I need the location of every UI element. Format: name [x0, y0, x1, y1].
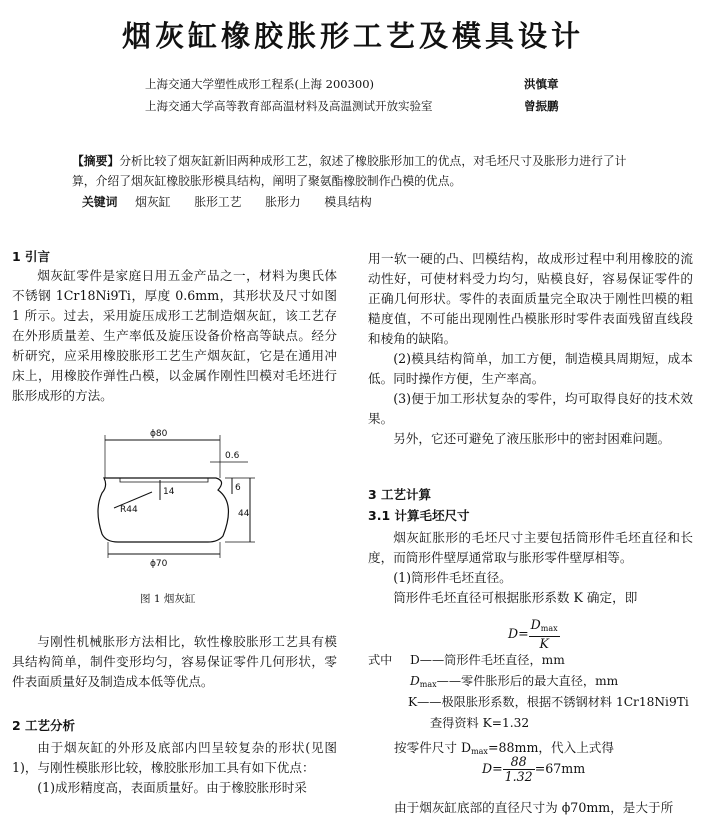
- fraction-denominator: K: [539, 636, 549, 651]
- keyword: 模具结构: [324, 195, 372, 209]
- formula-rhs: =67mm: [534, 761, 586, 776]
- dim-label-radius: R44: [120, 505, 138, 515]
- fraction-numerator: 88: [503, 755, 535, 770]
- keyword: 胀形力: [265, 195, 301, 209]
- abstract-text: 分析比较了烟灰缸新旧两种成形工艺，叙述了橡胶胀形加工的优点，对毛坯尺寸及胀形力进行了计算，介绍了烟灰缸橡胶胀形模具结构，阐明了聚氨酯橡胶制作凸模的优点。: [72, 154, 627, 188]
- keyword: 烟灰缸: [135, 195, 171, 209]
- where-item-1: D——筒形件毛坯直径，mm: [410, 653, 565, 667]
- dim-label-44: 44: [238, 509, 250, 519]
- item3: (3)便于加工形状复杂的零件，均可取得良好的技术效果。: [368, 391, 693, 426]
- section3-para1: 烟灰缸胀形的毛坯尺寸主要包括筒形件毛坯直径和长度，而筒形件壁厚通常取与胀形零件壁厚相等。: [368, 530, 693, 565]
- section1-paragraph: 烟灰缸零件是家庭日用五金产品之一，材料为奥氏体不锈钢 1Cr18Ni9Ti，厚度 0.6mm，其形状及尺寸如图 1 所示。过去，采用旋压成形工艺制造烟灰缸，该工艺存在外形质量差、生产率低及旋压设备价格高等缺点。经分析研究，应采用橡胶胀形工艺生产烟灰缸，它是在通用冲床上，用橡胶作弹性凸模，以金属作刚性凹模对毛坯进行胀形成形的方法。: [12, 268, 337, 403]
- section3-item1-text: 筒形件毛坯直径可根据胀形系数 K 确定，即: [393, 590, 638, 605]
- calc-line: [394, 737, 614, 756]
- section1-heading: 1 引言: [12, 249, 51, 264]
- where-label: 式中: [368, 653, 393, 667]
- ashtray-rim: [120, 478, 208, 482]
- figure-1-caption: 图 1 烟灰缸: [140, 593, 196, 605]
- fraction-numerator: D: [530, 617, 541, 632]
- where-item-3: K——极限胀形系数，根据不锈钢材料 1Cr18Ni9Ti: [408, 695, 689, 709]
- where-item-2: [410, 672, 618, 689]
- last-line: 由于烟灰缸底部的直径尺寸为 ϕ70mm，是大于所: [394, 800, 674, 815]
- author-1: 洪慎章: [524, 77, 559, 91]
- subscript: max: [419, 680, 437, 689]
- right-column-top: [368, 249, 693, 449]
- fraction: [529, 618, 560, 651]
- variable: D: [410, 674, 420, 688]
- also-paragraph: 另外，它还可避免了液压胀形中的密封困难问题。: [393, 431, 671, 446]
- section3-item1: (1)筒形件毛坯直径。: [393, 570, 512, 585]
- keywords-label: 关键词: [82, 195, 118, 209]
- page-title: 烟灰缸橡胶胀形工艺及模具设计: [121, 19, 584, 53]
- formula-2: [482, 755, 585, 784]
- affiliation-1: 上海交通大学塑性成形工程系(上海 200300): [145, 77, 375, 91]
- left-paragraph-after-figure: [12, 632, 337, 692]
- figure-1-drawing: [80, 418, 260, 568]
- dim-label-thickness: 0.6: [225, 451, 240, 461]
- keyword: 胀形工艺: [194, 195, 242, 209]
- abstract: [72, 151, 638, 191]
- affiliation-2: 上海交通大学高等教育部高温材料及高温测试开放实验室: [145, 99, 433, 113]
- fraction: [503, 755, 535, 784]
- paragraph: 与刚性机械胀形方法相比，软性橡胶胀形工艺具有模具结构简单，制件变形均匀，容易保证零件几何形状，零件表面质量好及制造成本低等优点。: [12, 634, 337, 689]
- section2-body: [12, 738, 337, 798]
- calc-text: 按零件尺寸 D: [394, 740, 472, 755]
- dim-label-6: 6: [235, 483, 241, 493]
- section1-body: [12, 266, 337, 406]
- where-item-3b: 查得资料 K=1.32: [430, 716, 530, 730]
- keywords: [82, 193, 392, 210]
- calc-text: =88mm，代入上式得: [487, 740, 614, 755]
- dim-label-top: ϕ80: [150, 429, 168, 439]
- section3-heading: 3 工艺计算: [368, 487, 432, 502]
- abstract-label: 【摘要】: [72, 154, 120, 168]
- section3-body: [368, 528, 693, 608]
- author-2: 曾振鹏: [524, 99, 559, 113]
- formula-lhs: D=: [482, 761, 503, 776]
- subscript: max: [471, 747, 488, 756]
- item2: (2)模具结构简单，加工方便，制造模具周期短，成本低。同时操作方便，生产率高。: [368, 351, 693, 386]
- section3-1-heading: 3.1 计算毛坯尺寸: [368, 508, 470, 523]
- subscript: max: [540, 624, 558, 633]
- where-item-2-text: ——零件胀形后的最大直径，mm: [436, 674, 619, 688]
- formula-1: [508, 618, 560, 651]
- item1-continued: 用一软一硬的凸、凹模结构，故成形过程中利用橡胶的流动性好，可使材料受力均匀，贴模良好，容易保证零件的正确几何形状。零件的表面质量完全取决于刚性凹模的粗糙度值，不可能出现刚性凸模胀形时零件表面残留直线段和棱角的缺陷。: [368, 251, 693, 346]
- section2-heading: 2 工艺分析: [12, 718, 76, 733]
- section2-intro: 由于烟灰缸的外形及底部内凹呈较复杂的形状(见图 1)，与刚性模胀形比较，橡胶胀形加工具有如下优点：: [12, 740, 337, 775]
- formula-lhs: D=: [508, 626, 529, 641]
- dim-label-14: 14: [163, 487, 175, 497]
- section2-item1-start: (1)成形精度高，表面质量好。由于橡胶胀形时采: [37, 780, 307, 795]
- dim-label-bottom: ϕ70: [150, 559, 168, 568]
- fraction-denominator: 1.32: [504, 769, 533, 784]
